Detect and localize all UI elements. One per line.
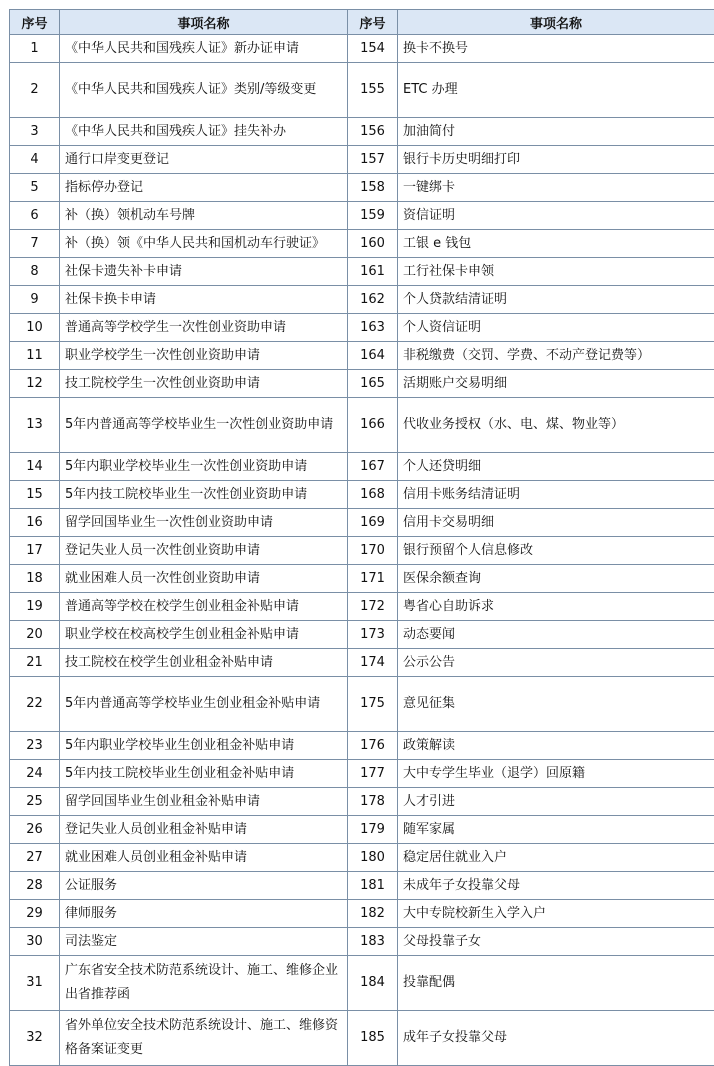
table-body (10, 35, 714, 1066)
item-name-cell: 大中专学生毕业（退学）回原籍 (398, 760, 714, 788)
item-name-cell: 省外单位安全技术防范系统设计、施工、维修资格备案证变更 (60, 1011, 348, 1066)
table-row (10, 453, 714, 481)
serial-cell: 173 (348, 621, 398, 649)
item-name-cell: 技工院校在校学生创业租金补贴申请 (60, 649, 348, 677)
item-name-cell: 补（换）领机动车号牌 (60, 202, 348, 230)
serial-cell: 167 (348, 453, 398, 481)
header-serial-1: 序号 (10, 10, 60, 35)
serial-cell: 8 (10, 258, 60, 286)
table-row (10, 286, 714, 314)
item-name-cell: 工行社保卡申领 (398, 258, 714, 286)
item-name-cell: 医保余额查询 (398, 565, 714, 593)
item-name-cell: 投靠配偶 (398, 956, 714, 1011)
table-row (10, 677, 714, 732)
serial-cell: 9 (10, 286, 60, 314)
item-name-cell: 代收业务授权（水、电、煤、物业等） (398, 398, 714, 453)
serial-cell: 14 (10, 453, 60, 481)
table-row (10, 174, 714, 202)
item-name-cell: 成年子女投靠父母 (398, 1011, 714, 1066)
item-name-cell: 技工院校学生一次性创业资助申请 (60, 370, 348, 398)
item-name-cell: 公示公告 (398, 649, 714, 677)
serial-cell: 180 (348, 844, 398, 872)
table-header-row (10, 10, 714, 35)
item-name-cell: 《中华人民共和国残疾人证》类别/等级变更 (60, 63, 348, 118)
item-name-cell: 《中华人民共和国残疾人证》挂失补办 (60, 118, 348, 146)
table-row (10, 202, 714, 230)
serial-cell: 168 (348, 481, 398, 509)
serial-cell: 170 (348, 537, 398, 565)
item-name-cell: 换卡不换号 (398, 35, 714, 63)
serial-cell: 163 (348, 314, 398, 342)
table-row (10, 956, 714, 1011)
item-name-cell: 个人资信证明 (398, 314, 714, 342)
item-name-cell: ETC 办理 (398, 63, 714, 118)
serial-cell: 5 (10, 174, 60, 202)
serial-cell: 26 (10, 816, 60, 844)
serial-cell: 161 (348, 258, 398, 286)
serial-cell: 166 (348, 398, 398, 453)
item-name-cell: 指标停办登记 (60, 174, 348, 202)
table-row (10, 928, 714, 956)
serial-cell: 10 (10, 314, 60, 342)
item-name-cell: 5年内技工院校毕业生创业租金补贴申请 (60, 760, 348, 788)
serial-cell: 24 (10, 760, 60, 788)
table-row (10, 649, 714, 677)
item-name-cell: 5年内技工院校毕业生一次性创业资助申请 (60, 481, 348, 509)
serial-cell: 159 (348, 202, 398, 230)
serial-cell: 175 (348, 677, 398, 732)
serial-cell: 176 (348, 732, 398, 760)
item-name-cell: 留学回国毕业生创业租金补贴申请 (60, 788, 348, 816)
serial-cell: 3 (10, 118, 60, 146)
item-name-cell: 通行口岸变更登记 (60, 146, 348, 174)
table-row (10, 342, 714, 370)
item-name-cell: 人才引进 (398, 788, 714, 816)
item-name-cell: 5年内职业学校毕业生一次性创业资助申请 (60, 453, 348, 481)
item-name-cell: 《中华人民共和国残疾人证》新办证申请 (60, 35, 348, 63)
serial-cell: 20 (10, 621, 60, 649)
serial-cell: 28 (10, 872, 60, 900)
services-table-container (9, 9, 714, 1066)
item-name-cell: 资信证明 (398, 202, 714, 230)
serial-cell: 18 (10, 565, 60, 593)
item-name-cell: 信用卡账务结清证明 (398, 481, 714, 509)
serial-cell: 178 (348, 788, 398, 816)
item-name-cell: 5年内普通高等学校毕业生一次性创业资助申请 (60, 398, 348, 453)
table-row (10, 732, 714, 760)
serial-cell: 32 (10, 1011, 60, 1066)
serial-cell: 156 (348, 118, 398, 146)
serial-cell: 183 (348, 928, 398, 956)
serial-cell: 16 (10, 509, 60, 537)
item-name-cell: 律师服务 (60, 900, 348, 928)
serial-cell: 13 (10, 398, 60, 453)
table-row (10, 788, 714, 816)
serial-cell: 30 (10, 928, 60, 956)
serial-cell: 160 (348, 230, 398, 258)
item-name-cell: 粤省心自助诉求 (398, 593, 714, 621)
item-name-cell: 社保卡遗失补卡申请 (60, 258, 348, 286)
serial-cell: 27 (10, 844, 60, 872)
table-row (10, 844, 714, 872)
item-name-cell: 意见征集 (398, 677, 714, 732)
item-name-cell: 稳定居住就业入户 (398, 844, 714, 872)
table-row (10, 35, 714, 63)
table-row (10, 872, 714, 900)
item-name-cell: 银行卡历史明细打印 (398, 146, 714, 174)
serial-cell: 165 (348, 370, 398, 398)
serial-cell: 25 (10, 788, 60, 816)
serial-cell: 184 (348, 956, 398, 1011)
table-row (10, 258, 714, 286)
header-item-name-2: 事项名称 (398, 10, 714, 35)
serial-cell: 177 (348, 760, 398, 788)
table-row (10, 63, 714, 118)
serial-cell: 169 (348, 509, 398, 537)
table-row (10, 314, 714, 342)
item-name-cell: 普通高等学校在校学生创业租金补贴申请 (60, 593, 348, 621)
item-name-cell: 政策解读 (398, 732, 714, 760)
table-row (10, 900, 714, 928)
serial-cell: 158 (348, 174, 398, 202)
item-name-cell: 普通高等学校学生一次性创业资助申请 (60, 314, 348, 342)
item-name-cell: 就业困难人员一次性创业资助申请 (60, 565, 348, 593)
item-name-cell: 补（换）领《中华人民共和国机动车行驶证》 (60, 230, 348, 258)
serial-cell: 154 (348, 35, 398, 63)
table-row (10, 816, 714, 844)
item-name-cell: 大中专院校新生入学入户 (398, 900, 714, 928)
item-name-cell: 一键绑卡 (398, 174, 714, 202)
table-row (10, 760, 714, 788)
item-name-cell: 5年内普通高等学校毕业生创业租金补贴申请 (60, 677, 348, 732)
item-name-cell: 公证服务 (60, 872, 348, 900)
serial-cell: 182 (348, 900, 398, 928)
serial-cell: 11 (10, 342, 60, 370)
item-name-cell: 父母投靠子女 (398, 928, 714, 956)
item-name-cell: 活期账户交易明细 (398, 370, 714, 398)
serial-cell: 23 (10, 732, 60, 760)
item-name-cell: 个人还贷明细 (398, 453, 714, 481)
serial-cell: 174 (348, 649, 398, 677)
services-table (9, 9, 714, 1066)
item-name-cell: 工银 e 钱包 (398, 230, 714, 258)
serial-cell: 185 (348, 1011, 398, 1066)
table-row (10, 593, 714, 621)
serial-cell: 162 (348, 286, 398, 314)
header-serial-2: 序号 (348, 10, 398, 35)
table-row (10, 537, 714, 565)
serial-cell: 21 (10, 649, 60, 677)
item-name-cell: 社保卡换卡申请 (60, 286, 348, 314)
serial-cell: 6 (10, 202, 60, 230)
table-row (10, 481, 714, 509)
item-name-cell: 就业困难人员创业租金补贴申请 (60, 844, 348, 872)
serial-cell: 17 (10, 537, 60, 565)
serial-cell: 12 (10, 370, 60, 398)
item-name-cell: 5年内职业学校毕业生创业租金补贴申请 (60, 732, 348, 760)
serial-cell: 1 (10, 35, 60, 63)
serial-cell: 164 (348, 342, 398, 370)
serial-cell: 2 (10, 63, 60, 118)
serial-cell: 15 (10, 481, 60, 509)
table-row (10, 370, 714, 398)
header-item-name-1: 事项名称 (60, 10, 348, 35)
item-name-cell: 银行预留个人信息修改 (398, 537, 714, 565)
serial-cell: 22 (10, 677, 60, 732)
item-name-cell: 非税缴费（交罚、学费、不动产登记费等） (398, 342, 714, 370)
table-row (10, 509, 714, 537)
serial-cell: 29 (10, 900, 60, 928)
table-row (10, 1011, 714, 1066)
table-row (10, 230, 714, 258)
item-name-cell: 动态要闻 (398, 621, 714, 649)
item-name-cell: 职业学校在校高校学生创业租金补贴申请 (60, 621, 348, 649)
serial-cell: 155 (348, 63, 398, 118)
serial-cell: 19 (10, 593, 60, 621)
serial-cell: 7 (10, 230, 60, 258)
item-name-cell: 随军家属 (398, 816, 714, 844)
item-name-cell: 加油简付 (398, 118, 714, 146)
item-name-cell: 信用卡交易明细 (398, 509, 714, 537)
item-name-cell: 登记失业人员创业租金补贴申请 (60, 816, 348, 844)
item-name-cell: 登记失业人员一次性创业资助申请 (60, 537, 348, 565)
table-row (10, 565, 714, 593)
item-name-cell: 司法鉴定 (60, 928, 348, 956)
serial-cell: 171 (348, 565, 398, 593)
table-row (10, 621, 714, 649)
serial-cell: 179 (348, 816, 398, 844)
serial-cell: 172 (348, 593, 398, 621)
item-name-cell: 留学回国毕业生一次性创业资助申请 (60, 509, 348, 537)
table-row (10, 398, 714, 453)
serial-cell: 31 (10, 956, 60, 1011)
item-name-cell: 未成年子女投靠父母 (398, 872, 714, 900)
table-row (10, 146, 714, 174)
serial-cell: 4 (10, 146, 60, 174)
serial-cell: 157 (348, 146, 398, 174)
table-row (10, 118, 714, 146)
serial-cell: 181 (348, 872, 398, 900)
item-name-cell: 职业学校学生一次性创业资助申请 (60, 342, 348, 370)
item-name-cell: 个人贷款结清证明 (398, 286, 714, 314)
item-name-cell: 广东省安全技术防范系统设计、施工、维修企业出省推荐函 (60, 956, 348, 1011)
